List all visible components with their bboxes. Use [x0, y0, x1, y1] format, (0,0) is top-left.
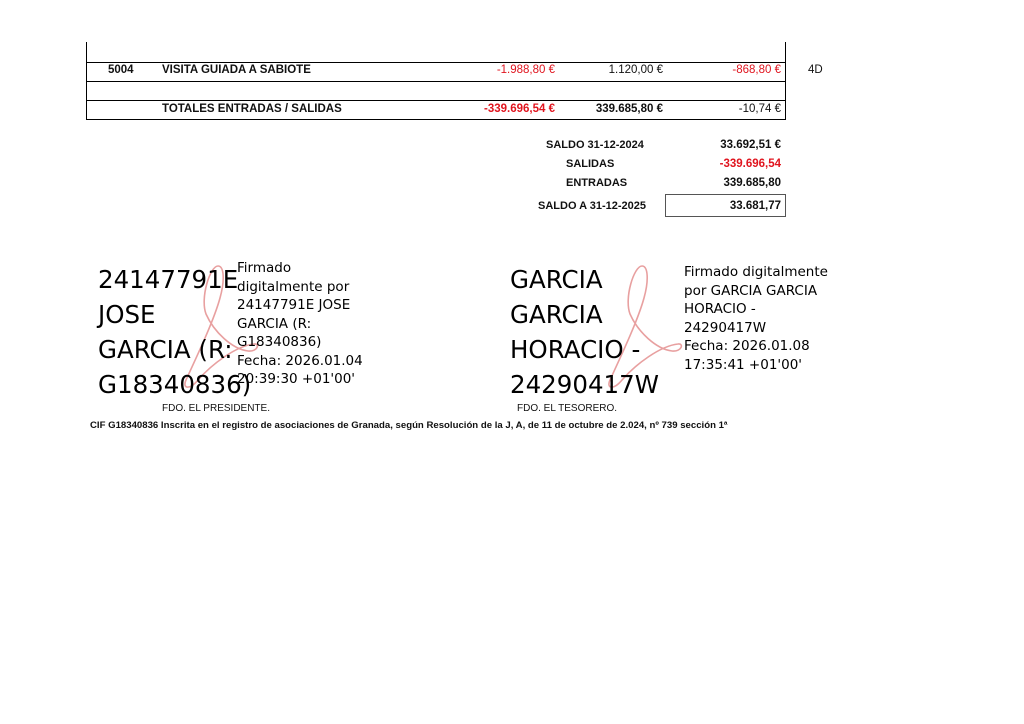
- salidas-value: -339.696,54: [719, 158, 781, 170]
- signature-detail-line: 24147791E JOSE: [237, 297, 351, 313]
- row-entradas: 1.120,00 €: [608, 64, 663, 76]
- signature-detail-line: por GARCIA GARCIA: [684, 282, 818, 299]
- salidas-label: SALIDAS: [566, 158, 615, 170]
- row-ref: 4D: [808, 64, 823, 76]
- signer-name-line: 24147791E: [98, 265, 239, 294]
- signer-name-line: 24290417W: [510, 370, 659, 399]
- entradas-label: ENTRADAS: [566, 177, 628, 189]
- signature-detail-line: 20:39:30 +01'00': [237, 371, 356, 387]
- signature-detail-line: 24290417W: [684, 319, 767, 336]
- signer-name-line: GARCIA: [510, 300, 603, 329]
- president-caption: FDO. EL PRESIDENTE.: [162, 403, 270, 414]
- totals-label: TOTALES ENTRADAS / SALIDAS: [162, 103, 342, 115]
- row-concept: VISITA GUIADA A SABIOTE: [162, 64, 311, 76]
- row-salidas: -1.988,80 €: [496, 64, 555, 76]
- signature-detail-line: Firmado digitalmente: [684, 264, 828, 280]
- saldo-final-label: SALDO A 31-12-2025: [538, 200, 647, 212]
- row-saldo: -868,80 €: [732, 64, 781, 76]
- signer-name-line: JOSE: [98, 300, 156, 329]
- signature-detail-line: GARCIA (R:: [237, 315, 312, 332]
- signer-name-line: HORACIO -: [510, 335, 641, 364]
- registration-footer: CIF G18340836 Inscrita en el registro de asociaciones de Granada, según Resolución de la J, A, de 11 de octubre de 2.024, nº 739 sección 1ª: [90, 420, 728, 431]
- signer-name: [510, 262, 659, 402]
- saldo-inicial-value: 33.692,51 €: [720, 139, 781, 151]
- signer-name-line: GARCIA: [510, 265, 603, 294]
- totals-salidas: -339.696,54 €: [484, 103, 555, 115]
- signer-name-line: GARCIA (R:: [98, 335, 233, 364]
- signature-detail-line: Firmado: [237, 260, 292, 276]
- row-code: 5004: [108, 64, 134, 76]
- table-rule: [86, 62, 786, 63]
- entradas-value: 339.685,80: [723, 177, 781, 189]
- signature-detail-line: G18340836): [237, 334, 322, 350]
- signature-detail-line: digitalmente por: [237, 278, 350, 295]
- saldo-final-value: 33.681,77: [729, 200, 781, 212]
- signature-details: [684, 263, 828, 374]
- signature-details: [237, 259, 363, 389]
- signer-name: [98, 262, 251, 402]
- table-rule: [86, 119, 786, 120]
- table-rule: [86, 100, 786, 101]
- totals-entradas: 339.685,80 €: [595, 103, 663, 115]
- table-rule: [86, 81, 786, 82]
- signature-detail-line: Fecha: 2026.01.08: [684, 338, 810, 354]
- totals-saldo: -10,74 €: [738, 103, 781, 115]
- signature-detail-line: HORACIO -: [684, 301, 756, 317]
- saldo-inicial-label: SALDO 31-12-2024: [546, 139, 644, 151]
- signer-name-line: G18340836): [98, 370, 252, 399]
- signature-detail-line: Fecha: 2026.01.04: [237, 352, 363, 369]
- signature-detail-line: 17:35:41 +01'00': [684, 356, 803, 373]
- treasurer-caption: FDO. EL TESORERO.: [517, 403, 618, 414]
